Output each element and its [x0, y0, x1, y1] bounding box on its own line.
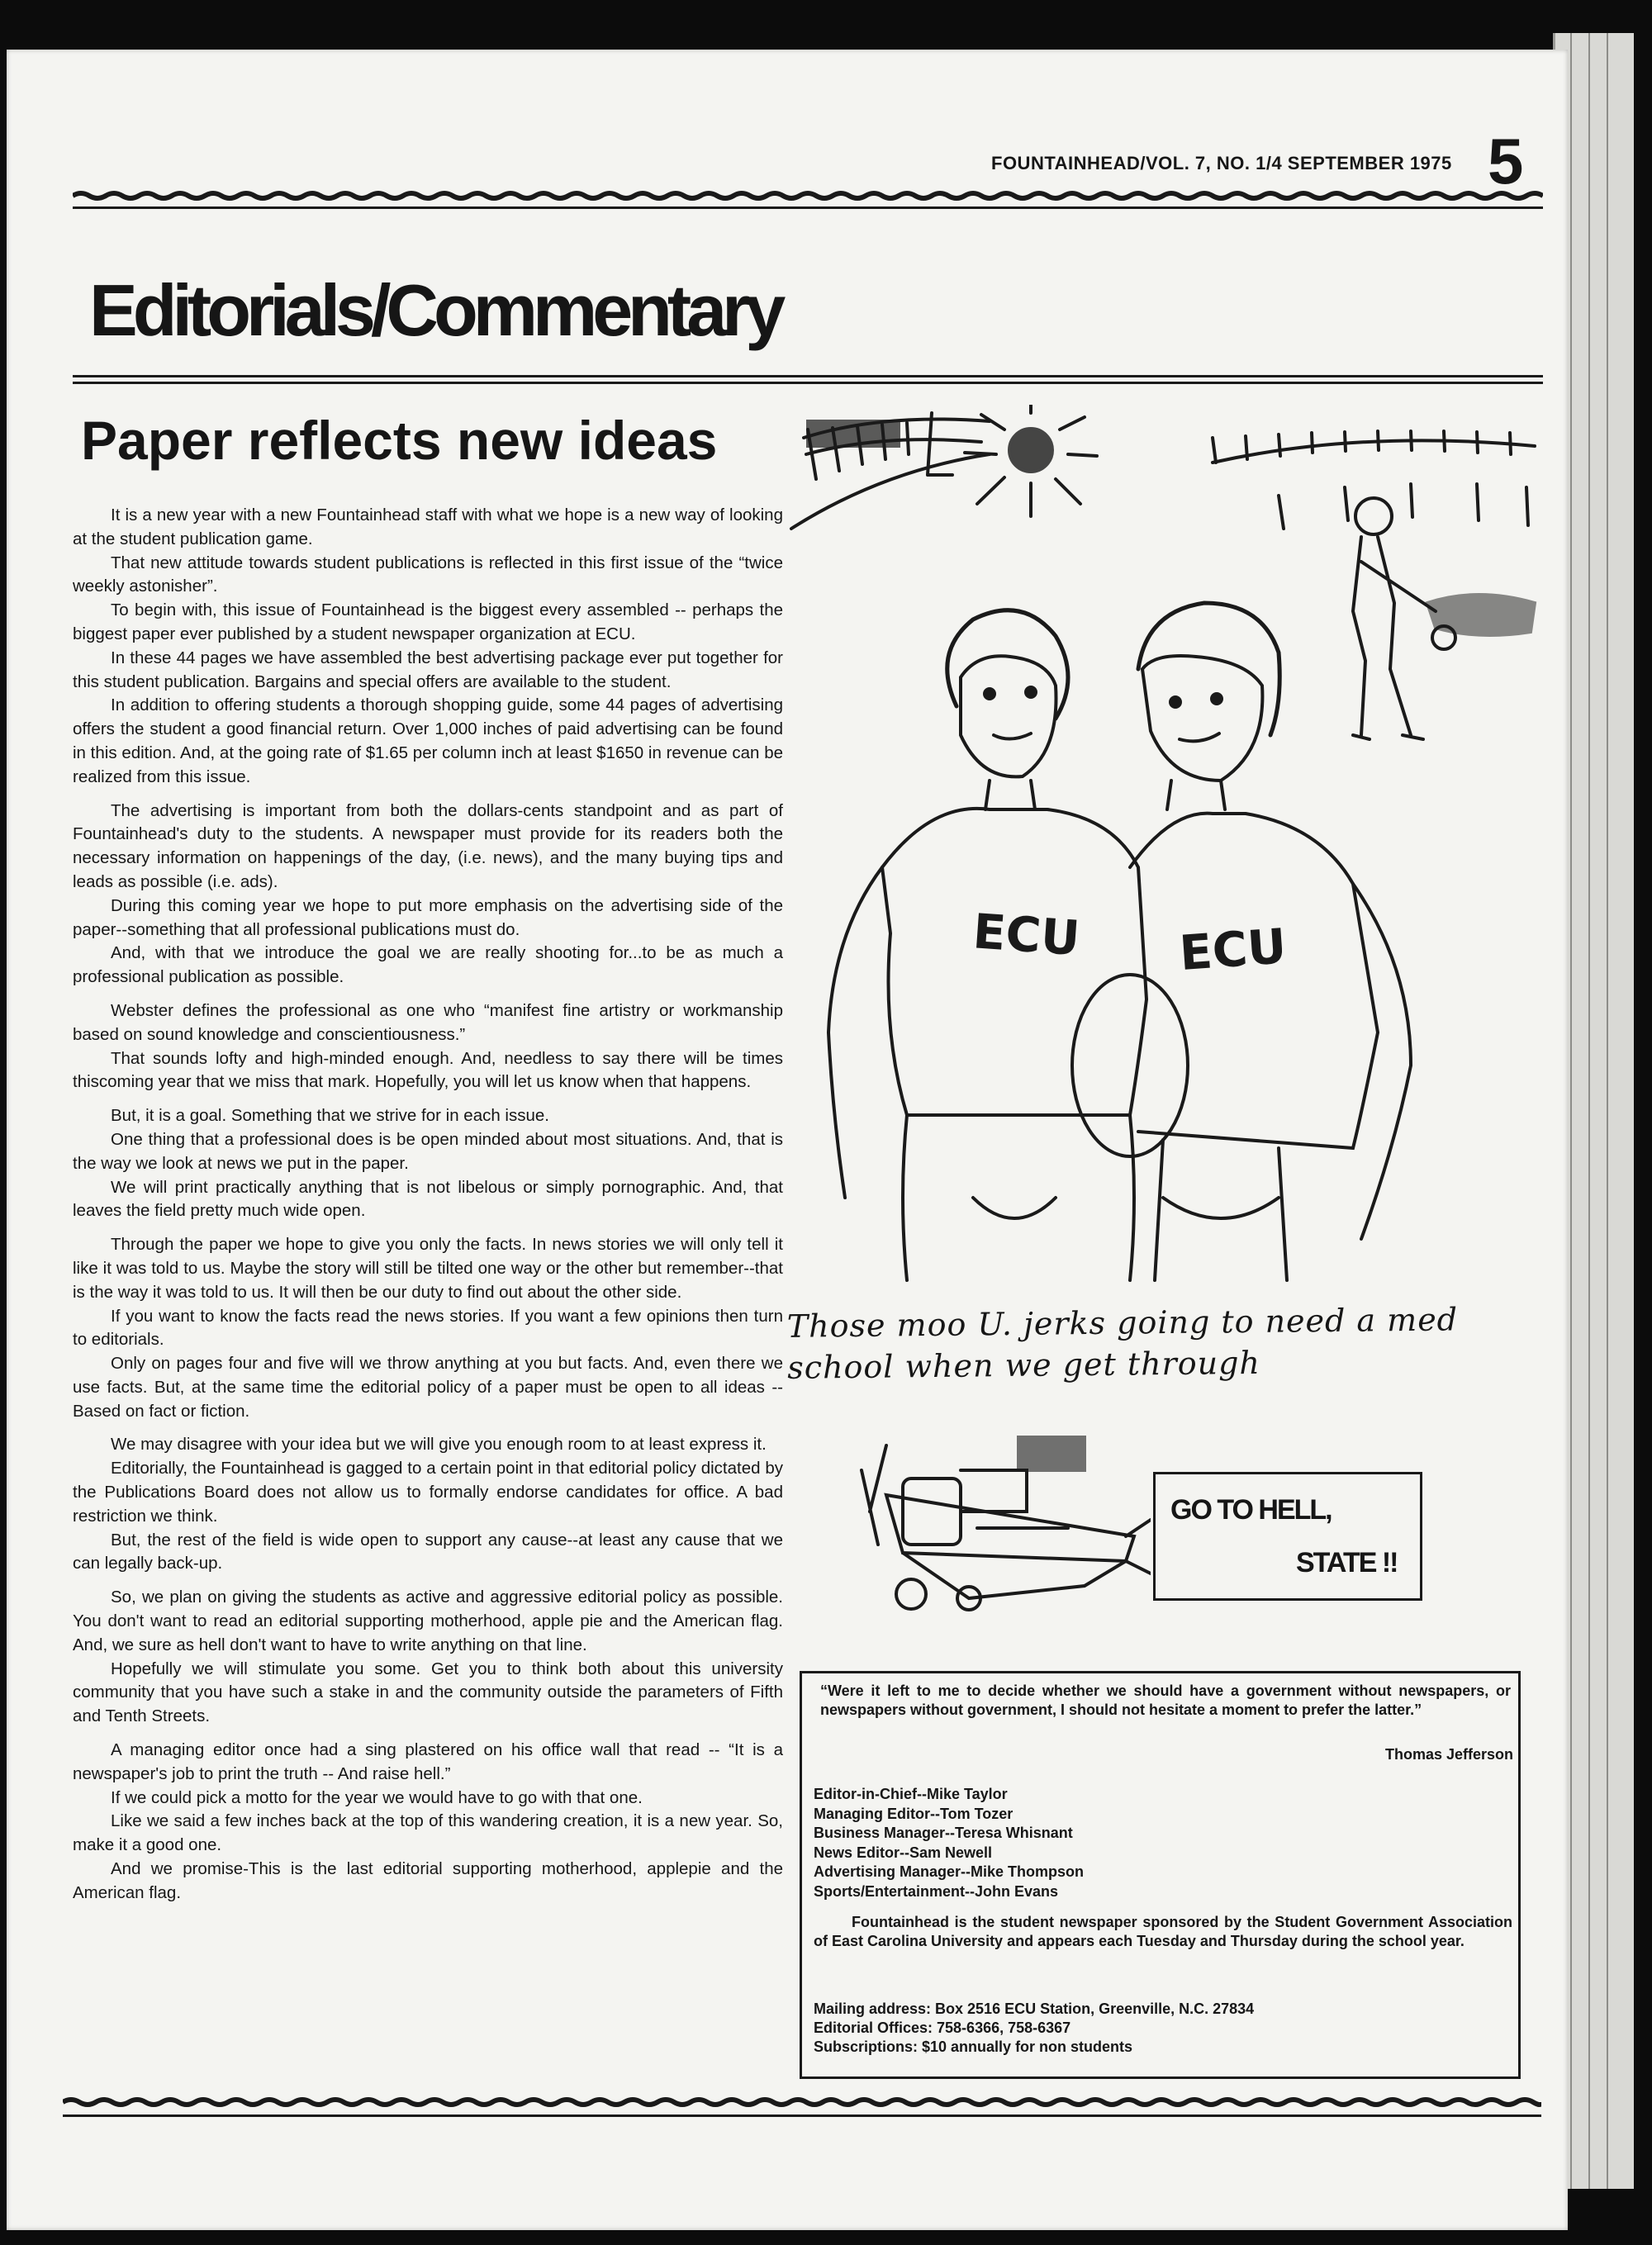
sign-line-2: STATE !!: [1296, 1547, 1398, 1578]
paragraph: In these 44 pages we have assembled the best advertising package ever put together for this student publication. Bargains and special offers are available to the student.: [73, 648, 783, 691]
page-number: 5: [1488, 125, 1524, 197]
paragraph: And, with that we introduce the goal we are really shooting for...to be as much a professional publication as possible.: [73, 943, 783, 987]
subscriptions: Subscriptions: $10 annually for non students: [814, 2039, 1133, 2055]
paragraph: Hopefully we will stimulate you some. Get you to think both about this university community that you have such a stake in and the community outside the parameters of Fifth and Tenth Streets.: [73, 1659, 783, 1726]
paragraph: But, it is a goal. Something that we strive for in each issue.: [111, 1106, 549, 1126]
paragraph: But, the rest of the field is wide open to support any cause--at least any cause that we can legally back-up.: [73, 1530, 783, 1573]
article-body: [73, 504, 783, 1906]
paragraph: That new attitude towards student publications is reflected in this first issue of the “twice weekly astonisher”.: [73, 553, 783, 596]
section-rule-2: [73, 382, 1543, 384]
sign-line-1: GO TO HELL,: [1170, 1494, 1332, 1526]
section-title: Editorials/Commentary: [89, 269, 781, 351]
paragraph: So, we plan on giving the students as active and aggressive editorial policy as possible. You don't want to read an editorial supporting motherhood, apple pie and the American flag. And, we sure as hell don't want to have to write anything on that line.: [73, 1588, 783, 1654]
editorial-offices: Editorial Offices: 758-6366, 758-6367: [814, 2020, 1071, 2036]
contact-info: [814, 2000, 1254, 2057]
paragraph: We will print practically anything that is not libelous or simply pornographic. And, that leaves the field pretty much wide open.: [73, 1177, 783, 1221]
jefferson-quote: “Were it left to me to decide whether we should have a government without newspapers, or newspapers without government, I should not hesitate a moment to prefer the latter.”: [820, 1683, 1511, 1718]
paragraph: And we promise-This is the last editorial supporting motherhood, applepie and the American flag.: [73, 1859, 783, 1902]
paragraph: One thing that a professional does is be open minded about most situations. And, that is the way we look at news we put in the paper.: [73, 1129, 783, 1173]
publication-line: FOUNTAINHEAD/VOL. 7, NO. 1/4 SEPTEMBER 1975: [991, 153, 1452, 173]
paragraph: Through the paper we hope to give you only the facts. In news stories we will only tell it like it was told to us. Maybe the story will still be tilted one way or the other but remember--that is the way it was told to us. It will then be our duty to find out about the other side.: [73, 1235, 783, 1302]
paragraph: To begin with, this issue of Fountainhead is the biggest every assembled -- perhaps the biggest paper ever published by a student newspaper organization at ECU.: [73, 600, 783, 643]
go-to-hell-sign: [1153, 1472, 1422, 1601]
bottom-thin-rule: [63, 2114, 1541, 2117]
staff-entry: Business Manager--Teresa Whisnant: [814, 1825, 1073, 1841]
top-wavy-rule: [73, 190, 1543, 202]
article-headline: Paper reflects new ideas: [81, 410, 718, 471]
staff-entry: Sports/Entertainment--John Evans: [814, 1882, 1059, 1900]
airplane-drawing: [853, 1421, 1151, 1627]
paragraph: Webster defines the professional as one who “manifest fine artistry or workmanship based on sound knowledge and conscientiousness.”: [73, 1000, 783, 1044]
staff-entry: Editor-in-Chief--Mike Taylor: [814, 1786, 1008, 1802]
staff-list: [814, 1785, 1084, 1901]
paragraph: Only on pages four and five will we throw anything at you but facts. And, even there we use facts. But, at the same time the editorial policy of a paper must be open to all ideas -- Based on fact or fiction.: [73, 1354, 783, 1421]
section-rule-1: [73, 375, 1543, 377]
paragraph: It is a new year with a new Fountainhead staff with what we hope is a new way of looking at the student publication game.: [73, 505, 783, 548]
publication-about: Fountainhead is the student newspaper sponsored by the Student Government Association of East Carolina University and appears each Tuesday and Thursday during the school year.: [814, 1914, 1512, 1949]
cartoon-illustration: [783, 405, 1543, 1396]
paragraph: In addition to offering students a thorough shopping guide, some 44 pages of advertising offers the student a good financial return. Over 1,000 inches of paid advertising can be found in this edition. And, at the going rate of $1.65 per column inch at least $1650 in revenue can be realized from this issue.: [73, 695, 783, 786]
staff-entry: News Editor--Sam Newell: [814, 1844, 993, 1861]
mailing-address: Mailing address: Box 2516 ECU Station, Greenville, N.C. 27834: [814, 2001, 1255, 2017]
newspaper-page: [7, 50, 1568, 2230]
cartoon-caption: Those moo U. jerks going to need a med school when we get through: [786, 1301, 1459, 1386]
paragraph: A managing editor once had a sing plastered on his office wall that read -- “It is a newspaper's job to print the truth -- And raise hell.”: [73, 1740, 783, 1783]
staff-entry: Managing Editor--Tom Tozer: [814, 1805, 1014, 1822]
shirt-label-left: ECU: [971, 903, 1082, 967]
masthead-box: [800, 1671, 1521, 2079]
paragraph: The advertising is important from both the dollars-cents standpoint and as part of Fountainhead's duty to the students. A newspaper must provide for its readers both the necessary information on happenings of the day, (i.e. news), and the many buying tips and leads as possible (i.e. ads).: [73, 800, 783, 891]
paragraph: We may disagree with your idea but we will give you enough room to at least express it.: [111, 1435, 767, 1455]
paragraph: Editorially, the Fountainhead is gagged to a certain point in that editorial policy dictated by the Publications Board does not allow us to formally endorse candidates for office. A bad restriction we think.: [73, 1459, 783, 1526]
bottom-wavy-rule: [63, 2096, 1541, 2108]
staff-entry: Advertising Manager--Mike Thompson: [814, 1863, 1085, 1880]
quote-attribution: Thomas Jefferson: [1384, 1746, 1513, 1763]
paragraph: That sounds lofty and high-minded enough. And, needless to say there will be times thiscoming year that we miss that mark. Hopefully, you will let us know when that happens.: [73, 1048, 783, 1092]
paragraph: During this coming year we hope to put more emphasis on the advertising side of the paper--something that all professional publications must do.: [73, 895, 783, 939]
paragraph: If you want to know the facts read the news stories. If you want a few opinions then turn to editorials.: [73, 1306, 783, 1350]
shirt-label-right: ECU: [1177, 918, 1289, 982]
top-thin-rule: [73, 206, 1543, 209]
paragraph: If we could pick a motto for the year we would have to go with that one.: [111, 1787, 643, 1807]
paragraph: Like we said a few inches back at the top of this wandering creation, it is a new year. So, make it a good one.: [73, 1811, 783, 1855]
